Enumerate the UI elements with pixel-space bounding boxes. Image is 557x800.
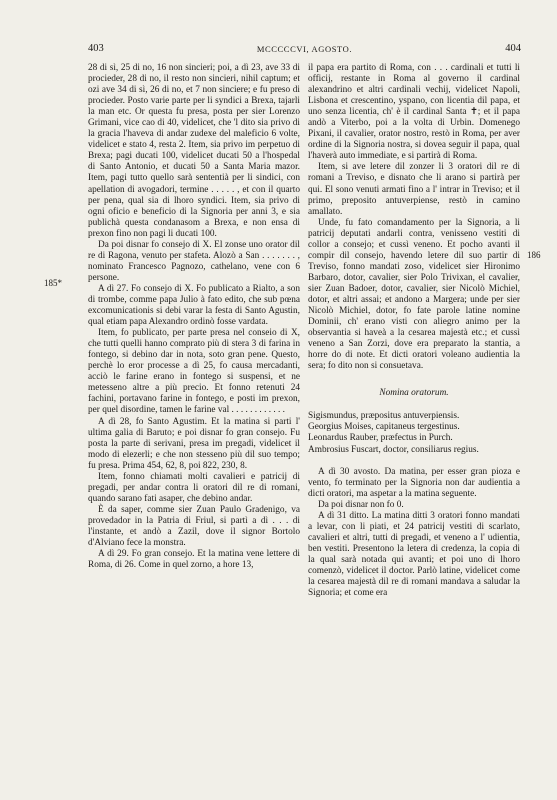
list-item: Georgius Moises, capitaneus tergestinus. xyxy=(308,422,460,433)
running-title: MCCCCCVI, AGOSTO. xyxy=(256,44,353,54)
page-number-left: 403 xyxy=(88,43,104,54)
paragraph: A dì 28, fo Santo Agustim. Et la matina si parti l' ultima galia di Baruto; e poi disnar fo gran consejo. Fu posta la parte di serivani, presa im pregadi, videlicet il modo di elezerli; e che non stesseno più dil suo tempo; fu presa. Prima 454, 62, 8, poi 822, 230, 8. xyxy=(88,416,300,471)
paragraph: A dì 27. Fo consejo di X. Fo publicato a Rialto, a son di trombe, comme papa Julio à fato edito, che sub pœna excomunicationis si debi varar la festa di Santo Agustin, qual etiam papa Alexandro ordinò fosse vardata. xyxy=(88,283,300,328)
right-column xyxy=(308,63,520,599)
paragraph: A dì 30 avosto. Da matina, per esser gran pioza e vento, fo terminato per la Signoria non dar audientia a dicti oratori, ma aspetar a la matina seguente. xyxy=(308,466,520,499)
paragraph: 28 di sì, 25 di no, 16 non sincieri; poi, a dì 23, ave 33 di procieder, 28 di no, il resto non sincieri, nihil captum; et ozi ave 34 di sì, 26 di no, et 7 non sinciere; e fu preso di procieder. Posto varie parte per li syndici a Brexa, tajarli la man etc. Or questa fu presa, posta per sier Lorenzo Grimani, vice cao di 40, videlicet, che 'l dito sia privo di la gracia l'haveva di andar zudexe del maleficio 6 volte, videlicet e stato 4, resta 2. Item, sia privo im perpetuo di Brexa; pagi ducati 100, videlicet ducati 50 a l'hospedal di Santo Antonio, et ducati 50 a Santa Maria mazor. Item, pagi tutto quello sarà sententià per li sindici, con apellation di avogadori, termine . . . . . , et con il quarto per pena, qual sia di lhoro syndici. Item, sia privo di ogni oficio e beneficio di la Signoria per anni 3, e sia publichà questa condanasom a Brexa, e non ensa di prexon fino non pagi li ducati 100. xyxy=(88,63,300,239)
paragraph: È da saper, comme sier Zuan Paulo Gradenigo, va provedador in la Patria di Friul, si partì a dì . . . di l'instante, et andò a Zazil, dove il signor Bortolo d'Alviano fece la monstra. xyxy=(88,504,300,549)
names-list xyxy=(308,411,520,455)
paragraph: Item, si ave letere dil zonzer li 3 oratori dil re di romani a Treviso, e disnato che li arano si partirà per qui. El sono venuti armati fino a l' intrar in Treviso; et il primo, preposito antuverpiense, restò in camino amallato. xyxy=(308,162,520,217)
page-number-right: 404 xyxy=(505,43,521,54)
list-item: Sigismundus, præpositus antuverpiensis. xyxy=(308,411,460,422)
section-title: Nomina oratorum. xyxy=(379,388,449,399)
page-header xyxy=(88,43,521,57)
paragraph: Da poi disnar fo consejo di X. El zonse uno orator dil re di Ragona, venuto per stafeta. Alozò a San . . . . . . . , nominato Francesco Pagnozo, cathelano, vene con 6 persone. xyxy=(88,239,300,283)
paragraph: Unde, fu fato comandamento per la Signoria, a li patricij deputati andarli contra, venisseno vestiti di collor a consejo; et cussì veneno. Et pocho avanti il compir dil consejo, havendo letere dil suo partir di Treviso, fonno mandati zoso, videlicet sier Hironimo Barbaro, dotor, cavalier, sier Polo Trivixan, el cavalier, sier Zuan Badoer, dotor, cavalier, sier Nicolò Michiel, dotor, et altri assai; et andono a Margera; unde per sier Nicolò Michiel, dotor, fo fate parole latine nomine Dominii, ch' erano visti con aliegro animo per la observantia si haveà a la cesarea majestà etc.; et cussì veneno a San Zorzi, dove era preparato la stantia, a horre do di note. Et dicti oratori voleano audientia la sera; fo dito non si consuetava. xyxy=(308,217,520,372)
margin-number-left: 185* xyxy=(44,278,62,288)
list-item: Leonardus Rauber, præfectus in Purch. xyxy=(308,433,453,444)
paragraph: Da poi disnar non fo 0. xyxy=(318,499,404,510)
paragraph: A dì 29. Fo gran consejo. Et la matina vene lettere di Roma, di 26. Come in quel zorno, a hore 13, xyxy=(88,549,300,571)
left-column xyxy=(88,63,300,571)
margin-number-right: 186 xyxy=(527,250,541,260)
paragraph: A dì 31 ditto. La matina ditti 3 oratori fonno mandati a levar, con li piati, et 24 patricij vestiti di scarlato, cavalieri et altri, tutti di pregadi, et veneno a l' udientia, ben vestiti. Presentono la letera di credenza, la copia di la qual sarà notada qui avanti; et poi uno di lhoro comenzò, videlicet il doctor. Parlò latine, videlicet come la cesarea majestà dil re di romani mandava a saludar la Signoria; et come era xyxy=(308,510,520,599)
paragraph: Item, fonno chiamati molti cavalieri e patricij di pregadi, per andar contra li oratori dil re di romani, quando sarano fati asaper, che debino andar. xyxy=(88,471,300,504)
list-item: Ambrosius Fuscart, doctor, consiliarus regius. xyxy=(308,444,479,455)
paragraph: il papa era partito di Roma, con . . . cardinali et tutti li officij, restante in Roma al governo il cardinal alexandrino et altri cardinali vechij, videlicet Napoli, Lisbona et crescentino, yspano, con licentia dil papa, et uno senza licentia, ch' è il cardinal Santa ✝; et il papa andò a Viterbo, poi a la volta di Urbin. Domenego Pixani, il cavalier, orator nostro, restò in Roma, per aver ordine di la Signoria nostra, si dovea seguir il papa, qual l'haverà auto immediate, e si partirà di Roma. xyxy=(308,63,520,162)
paragraph: Item, fo publicato, per parte presa nel conseio di X, che tutti quelli hanno comprato più di stera 3 di farina in fontego, si debino dar in nota, soto gran pene. Questo, perchè lo eror processe a dì 25, fo causa mercadanti, acciò le farine erano in fontego si suspensi, et ne metesseno altre a più precio. Et fonno retenuti 24 fachini, portavano farine in fontego, e posti im prexon, per quel disordine, tamen le farine val . . . . . . . . . . . . xyxy=(88,328,300,416)
